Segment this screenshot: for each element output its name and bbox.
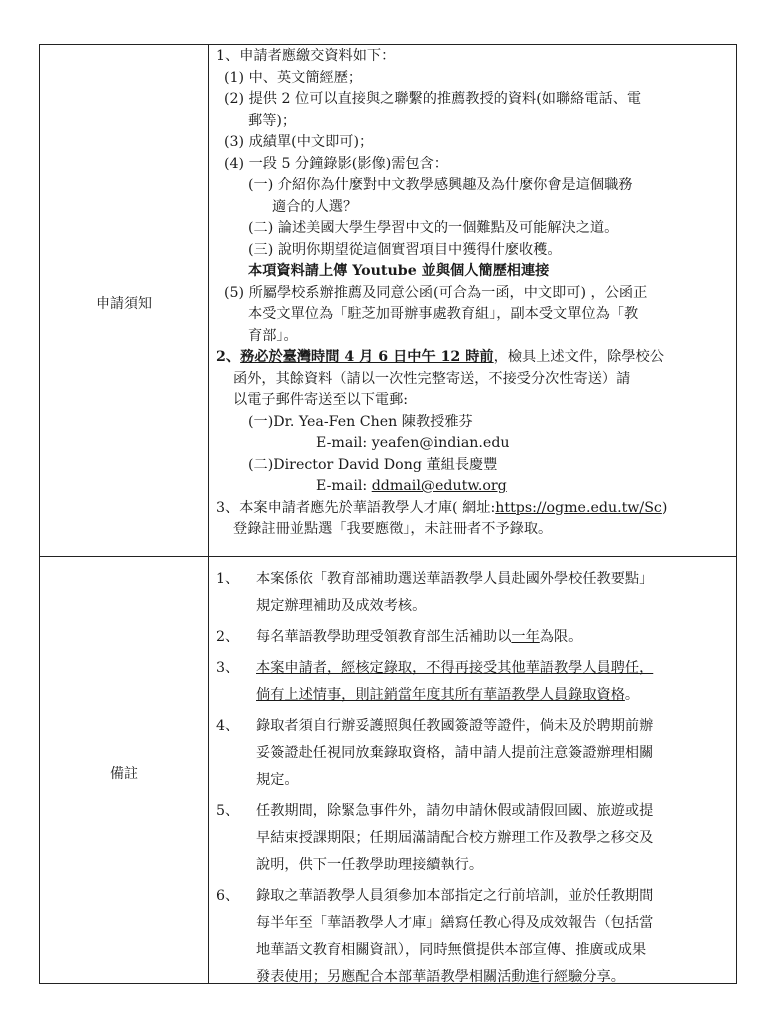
item-1-3: (3) 成績單(中文即可)； xyxy=(224,134,374,150)
row-label-remarks: 備註 xyxy=(110,766,138,782)
item-3-close: ) xyxy=(661,499,668,516)
note-5-line-3: 說明，供下一任教學助理接續執行。 xyxy=(256,857,484,873)
note-5-num: 5、 xyxy=(216,803,240,819)
note-4-num: 4、 xyxy=(216,718,240,734)
contact-2-email-label: E-mail: xyxy=(316,478,372,494)
item-2-cont2: 以電子郵件寄送至以下電郵: xyxy=(233,392,409,408)
item-1-2: (2) 提供 2 位可以直接與之聯繫的推薦教授的資料(如聯絡電話、電 xyxy=(224,91,642,107)
item-1-2-cont: 郵等)； xyxy=(248,112,297,129)
note-1-line-2: 規定辦理補助及成效考核。 xyxy=(256,598,427,614)
note-4-line-2: 妥簽證赴任視同放棄錄取資格，請申請人提前注意簽證辦理相關 xyxy=(256,745,654,761)
note-4-line-1: 錄取者須自行辦妥護照與任教國簽證等證件，倘未及於聘期前辦 xyxy=(256,718,654,734)
item-3-cont: 登錄註冊並點選「我要應徵」，未註冊者不予錄取。 xyxy=(233,521,553,537)
note-5-line-1: 任教期間，除緊急事件外，請勿申請休假或請假回國、旅遊或提 xyxy=(256,803,654,819)
contact-2-email-link[interactable]: ddmail@edutw.org xyxy=(371,478,507,494)
note-3-num: 3、 xyxy=(216,660,240,676)
item-1-4-a: (一) 介紹你為什麼對中文教學感興趣及為什麼你會是這個職務 xyxy=(248,177,633,193)
contact-2-email xyxy=(216,476,728,498)
note-6-line-3: 地華語文教育相關資訊），同時無償提供本部宣傳、推廣或成果 xyxy=(256,942,647,958)
note-3-text-underlined: 倘有上述情事，則註銷當年度其所有華語教學人員錄取資格 xyxy=(256,687,625,703)
note-4-line-3: 規定。 xyxy=(256,772,299,788)
note-5-line-2: 早結束授課期限；任期屆滿請配合校方辦理工作及教學之移交及 xyxy=(256,830,654,846)
item-2-cont: 函外，其餘資料（請以一次性完整寄送，不接受分次性寄送）請 xyxy=(233,370,631,387)
note-4 xyxy=(216,713,728,794)
talent-pool-url-link[interactable]: https://ogme.edu.tw/Sc xyxy=(495,499,662,516)
contact-1-name: (一)Dr. Yea-Fen Chen 陳教授雅芬 xyxy=(248,413,473,430)
item-2-num: 2、 xyxy=(216,349,241,365)
item-1-5: (5) 所屬學校系辦推薦及同意公函(可合為一函，中文即可) ，公函正 xyxy=(224,284,648,301)
contact-1-email: E-mail: yeafen@indian.edu xyxy=(316,435,510,451)
item-2 xyxy=(216,347,728,369)
note-6-line-1: 錄取之華語教學人員須參加本部指定之行前培訓，並於任教期間 xyxy=(256,888,654,904)
note-3-line-1: 本案申請者，經核定錄取，不得再接受其他華語教學人員聘任， xyxy=(256,660,654,676)
deadline-text: 務必於臺灣時間 4 月 6 日中午 12 時前 xyxy=(240,349,494,365)
note-2-one-year: 一年 xyxy=(511,629,540,645)
note-2-num: 2、 xyxy=(216,629,240,645)
requirements-table xyxy=(39,44,737,984)
note-5 xyxy=(216,798,728,879)
application-notes-cell xyxy=(216,46,728,541)
remarks-cell xyxy=(216,566,728,995)
item-3-text: 3、本案申請者應先於華語教學人才庫( 網址: xyxy=(216,499,496,516)
note-2 xyxy=(216,624,728,651)
youtube-upload-note: 本項資料請上傳 Youtube 並與個人簡歷相連接 xyxy=(248,263,550,279)
column-divider xyxy=(208,45,209,983)
item-3 xyxy=(216,498,728,520)
note-1-line-1: 本案係依「教育部補助選送華語教學人員赴國外學校任教要點」 xyxy=(256,571,654,587)
row-divider xyxy=(40,556,736,557)
item-1-5-cont: 本受文單位為「駐芝加哥辦事處教育組」，副本受文單位為「教 xyxy=(248,306,639,322)
item-1-4-b: (二) 論述美國大學生學習中文的一個難點及可能解決之道。 xyxy=(248,220,619,236)
note-6 xyxy=(216,883,728,991)
item-1-5-cont2: 育部」。 xyxy=(248,327,298,344)
item-1-1: (1) 中、英文簡經歷； xyxy=(224,69,363,86)
item-1-4-a-cont: 適合的人選？ xyxy=(272,198,358,215)
row-label-application-notes: 申請須知 xyxy=(96,296,152,312)
note-3-line-2 xyxy=(256,682,728,709)
item-1-heading: 1、申請者應繳交資料如下： xyxy=(216,48,396,64)
note-2-text-a: 每名華語教學助理受領教育部生活補助以 xyxy=(256,629,512,645)
note-2-text-b: 為限。 xyxy=(539,629,583,645)
item-2-rest: ，檢具上述文件，除學校公 xyxy=(493,349,664,365)
note-6-num: 6、 xyxy=(216,888,240,904)
note-3 xyxy=(216,655,728,709)
note-1 xyxy=(216,566,728,620)
note-2-line-1 xyxy=(256,624,728,651)
note-3-period: 。 xyxy=(624,687,640,703)
note-6-line-2: 每半年至「華語教學人才庫」繕寫任教心得及成效報告（包括當 xyxy=(256,915,654,931)
item-1-4-c: (三) 說明你期望從這個實習項目中獲得什麼收穫。 xyxy=(248,241,562,258)
note-6-line-4: 發表使用；另應配合本部華語教學相關活動進行經驗分享。 xyxy=(256,969,625,985)
contact-2-name: (二)Director David Dong 董組長慶豐 xyxy=(248,456,498,473)
item-1-4: (4) 一段 5 分鐘錄影(影像)需包含： xyxy=(224,155,448,172)
note-1-num: 1、 xyxy=(216,571,240,587)
